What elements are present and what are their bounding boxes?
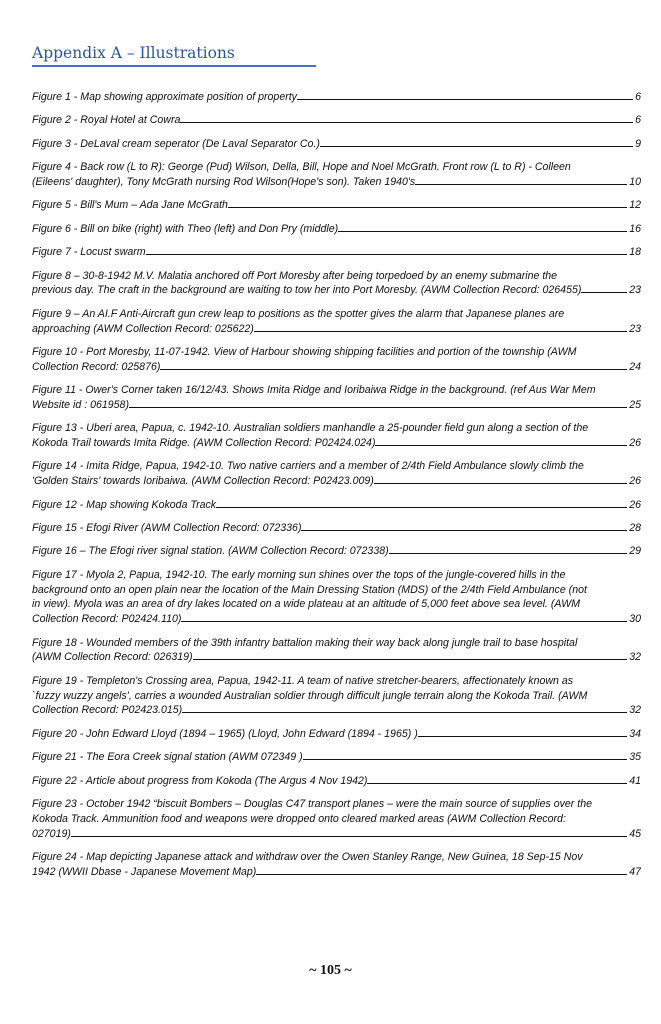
toc-entry[interactable] <box>32 113 641 128</box>
toc-entry-title: Figure 20 - John Edward Lloyd (1894 – 1965) (Lloyd, John Edward (1894 - 1965) ) <box>32 727 619 742</box>
toc-entry-page-number: 29 <box>629 545 641 558</box>
toc-entry[interactable] <box>32 269 641 299</box>
toc-entry-line <box>32 307 641 337</box>
toc-entry-line <box>32 269 641 299</box>
toc-entry-line <box>32 345 641 375</box>
toc-entry-page-number: 45 <box>629 827 641 840</box>
toc-entry-title: Figure 12 - Map showing Kokoda Track <box>32 498 619 513</box>
toc-entry[interactable] <box>32 750 641 765</box>
toc-entry-title: Figure 9 – An AI.F Anti-Aircraft gun crew leap to positions as the spotter gives the alarm that Japanese planes are approaching (AWM Collection Record: 025622) <box>32 307 619 337</box>
toc-entry-line <box>32 113 641 128</box>
toc-entry-page-number: 34 <box>629 727 641 740</box>
toc-entry-page-number: 12 <box>629 199 641 212</box>
toc-entry[interactable] <box>32 421 641 451</box>
toc-entry[interactable] <box>32 383 641 413</box>
toc-entry-page-number: 26 <box>629 475 641 488</box>
illustrations-list <box>32 90 641 888</box>
toc-entry[interactable] <box>32 850 641 880</box>
toc-entry-page-number: 26 <box>629 498 641 511</box>
toc-entry-page-number: 6 <box>635 114 641 127</box>
toc-entry[interactable] <box>32 160 641 190</box>
toc-entry[interactable] <box>32 245 641 260</box>
toc-entry-title: Figure 5 - Bill's Mum – Ada Jane McGrath <box>32 198 619 213</box>
toc-entry-title: Figure 18 - Wounded members of the 39th infantry battalion making their way back along jungle trail to base hospital (AWM Collection Record: 026319) <box>32 636 619 666</box>
toc-entry-page-number: 41 <box>629 774 641 787</box>
toc-entry-page-number: 23 <box>629 322 641 335</box>
toc-entry-line <box>32 750 641 765</box>
toc-entry-line <box>32 797 641 841</box>
toc-entry-title: Figure 7 - Locust swarm <box>32 245 619 260</box>
toc-entry-page-number: 26 <box>629 437 641 450</box>
toc-entry-page-number: 47 <box>629 865 641 878</box>
toc-entry-line <box>32 727 641 742</box>
toc-entry-line <box>32 850 641 880</box>
toc-entry-page-number: 16 <box>629 222 641 235</box>
toc-entry-title: Figure 21 - The Eora Creek signal station (AWM 072349 ) <box>32 750 619 765</box>
toc-entry[interactable] <box>32 498 641 513</box>
toc-entry-line <box>32 137 641 152</box>
toc-entry[interactable] <box>32 345 641 375</box>
toc-entry[interactable] <box>32 459 641 489</box>
toc-entry[interactable] <box>32 636 641 666</box>
toc-entry-title: Figure 8 – 30-8-1942 M.V. Malatia anchored off Port Moresby after being torpedoed by an enemy submarine the previous day. The craft in the background are waiting to tow her into Port Moresby. (AWM Collection Record: 026455) <box>32 269 619 299</box>
toc-entry-title: Figure 11 - Ower's Corner taken 16/12/43. Shows Imita Ridge and Ioribaiwa Ridge in the background. (ref Aus War Mem Website id : 061958) <box>32 383 619 413</box>
toc-entry[interactable] <box>32 544 641 559</box>
toc-entry-page-number: 28 <box>629 522 641 535</box>
toc-entry-title: Figure 15 - Efogi River (AWM Collection Record: 072336) <box>32 521 619 536</box>
toc-entry-line <box>32 160 641 190</box>
toc-entry[interactable] <box>32 137 641 152</box>
toc-entry-line <box>32 459 641 489</box>
toc-entry-title: Figure 13 - Uberi area, Papua, c. 1942-10. Australian soldiers manhandle a 25-pounder field gun along a section of the Kokoda Trail towards Imita Ridge. (AWM Collection Record: P02424.024) <box>32 421 619 451</box>
toc-entry-line <box>32 198 641 213</box>
toc-entry[interactable] <box>32 797 641 841</box>
toc-entry-title: Figure 10 - Port Moresby, 11-07-1942. View of Harbour showing shipping facilities and portion of the township (AWM Collection Record: 025876) <box>32 345 619 375</box>
toc-entry-title: Figure 3 - DeLaval cream seperator (De Laval Separator Co.) <box>32 137 619 152</box>
toc-entry[interactable] <box>32 521 641 536</box>
toc-entry-line <box>32 521 641 536</box>
toc-entry[interactable] <box>32 90 641 105</box>
toc-entry-page-number: 30 <box>629 613 641 626</box>
toc-entry-title: Figure 6 - Bill on bike (right) with Theo (left) and Don Pry (middle) <box>32 222 619 237</box>
toc-entry-page-number: 32 <box>629 704 641 717</box>
toc-entry-line <box>32 636 641 666</box>
toc-entry-title: Figure 22 - Article about progress from Kokoda (The Argus 4 Nov 1942) <box>32 774 619 789</box>
section-heading: Appendix A – Illustrations <box>32 44 235 62</box>
toc-entry[interactable] <box>32 568 641 627</box>
toc-entry-title: Figure 14 - Imita Ridge, Papua, 1942-10. Two native carriers and a member of 2/4th Field Ambulance slowly climb the 'Golden Stairs' towards Ioribaiwa. (AWM Collection Record: P02423.009) <box>32 459 619 489</box>
toc-entry[interactable] <box>32 727 641 742</box>
toc-entry-title: Figure 17 - Myola 2, Papua, 1942-10. The early morning sun shines over the tops of the jungle-covered hills in the background onto an open plain near the location of the Main Dressing Station (MDS) of the 2/4th Field Ambulance (not in view). Myola was an area of dry lakes located on a wide plateau at an altitude of 5,000 feet above sea level. (AWM Collection Record: P02424.110) <box>32 568 619 627</box>
toc-entry-line <box>32 774 641 789</box>
toc-entry-page-number: 35 <box>629 751 641 764</box>
page-number: ~ 105 ~ <box>309 963 352 978</box>
heading-underline <box>32 65 316 67</box>
toc-entry[interactable] <box>32 198 641 213</box>
toc-entry-line <box>32 383 641 413</box>
toc-entry-title: Figure 24 - Map depicting Japanese attack and withdraw over the Owen Stanley Range, New Guinea, 18 Sep-15 Nov 1942 (WWII Dbase - Japanese Movement Map) <box>32 850 619 880</box>
toc-entry-page-number: 18 <box>629 246 641 259</box>
toc-entry-line <box>32 674 641 718</box>
toc-entry-line <box>32 222 641 237</box>
toc-entry-page-number: 6 <box>635 91 641 103</box>
toc-entry-title: Figure 4 - Back row (L to R): George (Pud) Wilson, Della, Bill, Hope and Noel McGrath. Front row (L to R) - Colleen (Eileens' daughter), Tony McGrath nursing Rod Wilson(Hope's son). Taken 1940's <box>32 160 619 190</box>
toc-entry-page-number: 24 <box>629 360 641 373</box>
toc-entry[interactable] <box>32 222 641 237</box>
toc-entry-page-number: 32 <box>629 651 641 664</box>
toc-entry-page-number: 23 <box>629 284 641 297</box>
toc-entry-line <box>32 498 641 513</box>
toc-entry-line <box>32 421 641 451</box>
toc-entry[interactable] <box>32 307 641 337</box>
toc-entry-title: Figure 1 - Map showing approximate position of property <box>32 90 619 105</box>
toc-entry-title: Figure 2 - Royal Hotel at Cowra <box>32 113 619 128</box>
toc-entry[interactable] <box>32 674 641 718</box>
toc-entry-line <box>32 245 641 260</box>
toc-entry-page-number: 9 <box>635 137 641 150</box>
toc-entry[interactable] <box>32 774 641 789</box>
toc-entry-title: Figure 23 - October 1942 “biscuit Bombers – Douglas C47 transport planes – were the main source of supplies over the Kokoda Track. Ammunition food and weapons were dropped onto cleared marked areas (AWM Collection Record: 027019) <box>32 797 619 841</box>
toc-entry-line <box>32 544 641 559</box>
toc-entry-line <box>32 568 641 627</box>
toc-entry-title: Figure 16 – The Efogi river signal station. (AWM Collection Record: 072338) <box>32 544 619 559</box>
toc-entry-title: Figure 19 - Templeton's Crossing area, Papua, 1942-11. A team of native stretcher-bearers, affectionately known as `fuzzy wuzzy angels', carries a wounded Australian soldier through difficult jungle terrain along the Kokoda Trail. (AWM Collection Record: P02423.015) <box>32 674 619 718</box>
toc-entry-page-number: 10 <box>629 175 641 188</box>
toc-entry-page-number: 25 <box>629 398 641 411</box>
toc-entry-line <box>32 90 641 105</box>
